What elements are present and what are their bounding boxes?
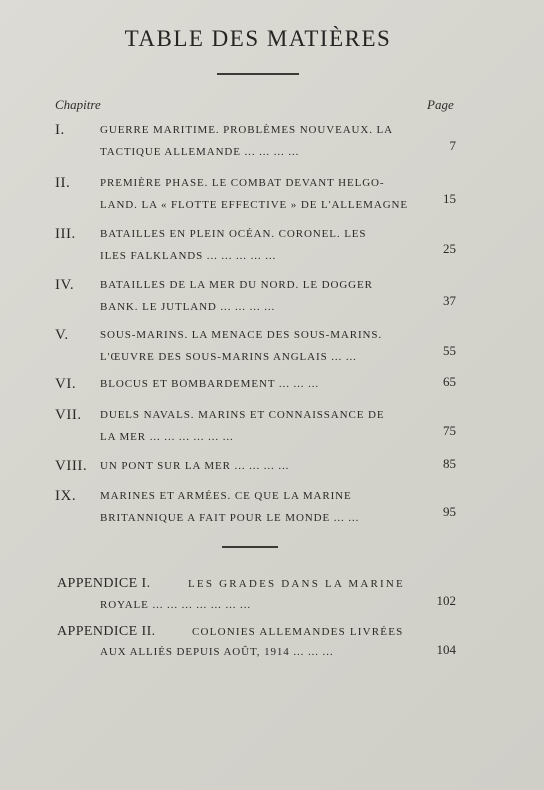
appendix-title-line1: LES GRADES DANS LA MARINE bbox=[188, 578, 405, 590]
page-number: 95 bbox=[443, 504, 456, 519]
chapter-number: VI. bbox=[55, 376, 77, 392]
chapter-title-line2: L'ŒUVRE DES SOUS-MARINS ANGLAIS ... ... bbox=[100, 351, 357, 363]
chapter-title-line1: GUERRE MARITIME. PROBLÈMES NOUVEAUX. LA bbox=[100, 124, 393, 136]
chapter-number: III. bbox=[55, 226, 76, 242]
appendix-label: APPENDICE I. bbox=[57, 576, 151, 591]
chapter-title-line1: PREMIÈRE PHASE. LE COMBAT DEVANT HELGO- bbox=[100, 177, 385, 189]
chapter-number: II. bbox=[55, 175, 71, 191]
chapter-number: IX. bbox=[55, 488, 77, 504]
chapter-title-line2: BRITANNIQUE A FAIT POUR LE MONDE ... ... bbox=[100, 512, 360, 524]
chapter-number: I. bbox=[55, 122, 65, 138]
chapter-title-line2: LAND. LA « FLOTTE EFFECTIVE » DE L'ALLEMAGNE bbox=[100, 199, 408, 211]
chapter-title-line1: BATAILLES DE LA MER DU NORD. LE DOGGER bbox=[100, 279, 373, 291]
page-column-header: Page bbox=[427, 97, 454, 112]
chapter-title-line2: TACTIQUE ALLEMANDE ... ... ... ... bbox=[100, 146, 300, 158]
chapter-title-line1: MARINES ET ARMÉES. CE QUE LA MARINE bbox=[100, 490, 352, 502]
page-number: 85 bbox=[443, 456, 456, 471]
page-title: TABLE DES MATIÈRES bbox=[124, 26, 392, 51]
title-divider bbox=[217, 73, 299, 75]
chapter-number: IV. bbox=[55, 277, 75, 293]
page-number: 102 bbox=[436, 593, 456, 608]
chapter-title-line2: BANK. LE JUTLAND ... ... ... ... bbox=[100, 301, 276, 313]
page-number: 25 bbox=[443, 241, 456, 256]
chapter-title-line1: SOUS-MARINS. LA MENACE DES SOUS-MARINS. bbox=[100, 329, 383, 341]
chapter-title-line1: UN PONT SUR LA MER ... ... ... ... bbox=[100, 460, 290, 472]
page-number: 75 bbox=[443, 423, 456, 438]
chapter-title-line2: ILES FALKLANDS ... ... ... ... ... bbox=[100, 250, 277, 262]
page-number: 65 bbox=[443, 374, 456, 389]
page-number: 104 bbox=[436, 642, 456, 657]
page-number: 55 bbox=[443, 343, 456, 358]
chapter-number: VII. bbox=[55, 407, 82, 423]
page-number: 37 bbox=[443, 293, 456, 308]
chapter-title-line1: BATAILLES EN PLEIN OCÉAN. CORONEL. LES bbox=[100, 228, 367, 240]
chapter-number: VIII. bbox=[55, 458, 88, 474]
appendix-label: APPENDICE II. bbox=[57, 624, 156, 639]
page-number: 7 bbox=[449, 138, 456, 153]
chapter-number: V. bbox=[55, 327, 69, 343]
chapter-column-header: Chapitre bbox=[55, 97, 101, 112]
appendix-title-line1: COLONIES ALLEMANDES LIVRÉES bbox=[192, 626, 404, 638]
chapter-title-line1: DUELS NAVALS. MARINS ET CONNAISSANCE DE bbox=[100, 409, 385, 421]
page-number: 15 bbox=[443, 191, 456, 206]
chapter-title-line1: BLOCUS ET BOMBARDEMENT ... ... ... bbox=[100, 378, 320, 390]
appendix-divider bbox=[222, 546, 278, 548]
chapter-title-line2: LA MER ... ... ... ... ... ... bbox=[100, 431, 234, 443]
appendix-title-line2: ROYALE ... ... ... ... ... ... ... bbox=[100, 599, 251, 611]
appendix-title-line2: AUX ALLIÉS DEPUIS AOÛT, 1914 ... ... ... bbox=[100, 646, 334, 658]
